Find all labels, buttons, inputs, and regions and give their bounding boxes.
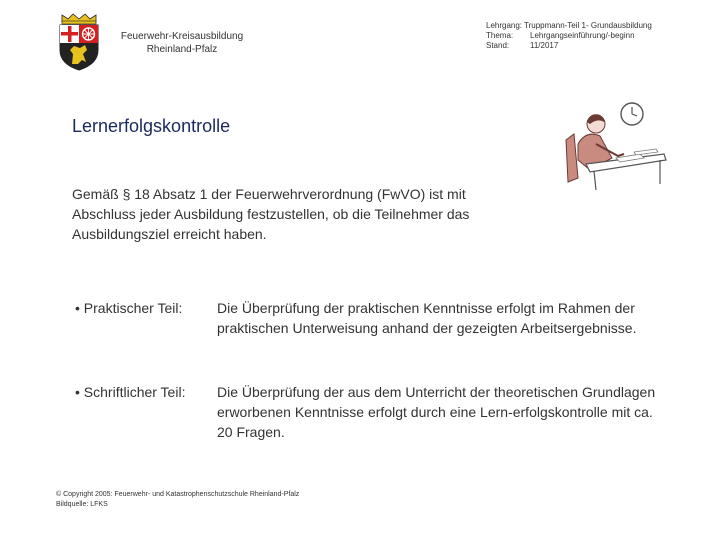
footer: [56, 490, 299, 510]
meta-key: Stand:: [486, 41, 510, 50]
meta-key: Thema:: [486, 31, 514, 40]
list-item: [75, 298, 667, 338]
image-source-text: Bildquelle: LFKS: [56, 501, 108, 508]
organization-name: [112, 30, 252, 56]
list-item: [75, 382, 667, 442]
course-metadata: [486, 21, 652, 51]
copyright-text: © Copyright 2005: Feuerwehr- und Katastrophenschutzschule Rheinland-Pfalz: [56, 491, 300, 498]
rlp-coat-of-arms-icon: [56, 12, 102, 72]
meta-row-topic: [486, 31, 652, 41]
meta-value: Truppmann-Teil 1- Grundausbildung: [524, 21, 652, 30]
item-label: • Schriftlicher Teil:: [75, 384, 186, 400]
meta-row-course: [486, 21, 652, 31]
org-line-1: Feuerwehr-Kreisausbildung: [120, 31, 244, 42]
org-line-2: Rheinland-Pfalz: [146, 44, 218, 55]
meta-value: 11/2017: [530, 41, 559, 50]
meta-row-date: [486, 41, 652, 51]
meta-key: Lehrgang:: [486, 21, 523, 30]
slide-title: Lernerfolgskontrolle: [72, 116, 231, 136]
meta-value: Lehrgangseinführung/-beginn: [530, 31, 635, 40]
person-writing-at-desk-icon: [560, 100, 670, 192]
intro-paragraph: Gemäß § 18 Absatz 1 der Feuerwehrverordnung (FwVO) ist mit Abschluss jeder Ausbildung festzustellen, ob die Teilnehmer das Ausbildungsziel erreicht haben.: [72, 186, 470, 242]
item-label: • Praktischer Teil:: [75, 300, 183, 316]
item-text: Die Überprüfung der aus dem Unterricht der theoretischen Grundlagen erworbenen Kenntnisse erfolgt durch eine Lern-erfolgskontrolle mit ca. 20 Fragen.: [217, 384, 656, 440]
item-text: Die Überprüfung der praktischen Kenntnisse erfolgt im Rahmen der praktischen Unterweisung anhand der gezeigten Arbeitsergebnisse.: [217, 300, 637, 336]
